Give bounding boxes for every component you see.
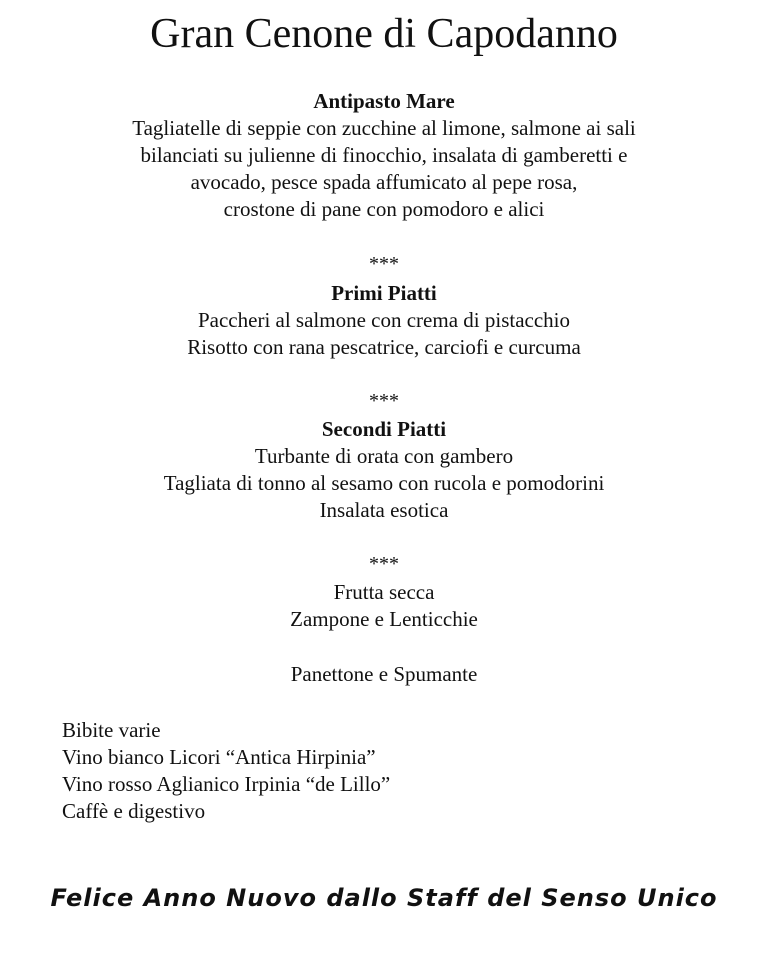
extras-line: Frutta secca — [333, 580, 435, 604]
antipasto-line: bilanciati su julienne di finocchio, insalata di gamberetti e — [140, 143, 628, 167]
primi-line: Risotto con rana pescatrice, carciofi e curcuma — [187, 335, 581, 359]
antipasto-section — [20, 88, 748, 223]
primi-section — [20, 280, 748, 361]
separator-stars: *** — [369, 253, 399, 275]
footer-greeting: Felice Anno Nuovo dallo Staff del Senso Unico — [50, 884, 718, 912]
secondi-section — [20, 416, 748, 524]
extras-line: Zampone e Lenticchie — [290, 607, 478, 631]
secondi-line: Tagliata di tonno al sesamo con rucola e pomodorini — [163, 471, 605, 495]
secondi-line: Insalata esotica — [319, 498, 449, 522]
antipasto-line: Tagliatelle di seppie con zucchine al limone, salmone ai sali — [132, 116, 636, 140]
separator-stars: *** — [369, 390, 399, 412]
drinks-line: Vino bianco Licori “Antica Hirpinia” — [62, 745, 376, 769]
secondi-line: Turbante di orata con gambero — [254, 444, 514, 468]
antipasto-heading: Antipasto Mare — [313, 89, 455, 113]
secondi-heading: Secondi Piatti — [321, 417, 447, 441]
extras-section — [20, 579, 748, 633]
dessert-line: Panettone e Spumante — [290, 662, 478, 686]
antipasto-line: crostone di pane con pomodoro e alici — [223, 197, 545, 221]
primi-heading: Primi Piatti — [331, 281, 437, 305]
drinks-line: Vino rosso Aglianico Irpinia “de Lillo” — [62, 772, 391, 796]
drinks-line: Bibite varie — [62, 718, 161, 742]
antipasto-line: avocado, pesce spada affumicato al pepe rosa, — [190, 170, 578, 194]
menu-title: Gran Cenone di Capodanno — [150, 11, 618, 57]
dessert-section — [20, 661, 748, 688]
drinks-line: Caffè e digestivo — [62, 799, 206, 823]
primi-line: Paccheri al salmone con crema di pistacchio — [197, 308, 570, 332]
separator-stars: *** — [369, 553, 399, 575]
drinks-section — [62, 717, 702, 825]
